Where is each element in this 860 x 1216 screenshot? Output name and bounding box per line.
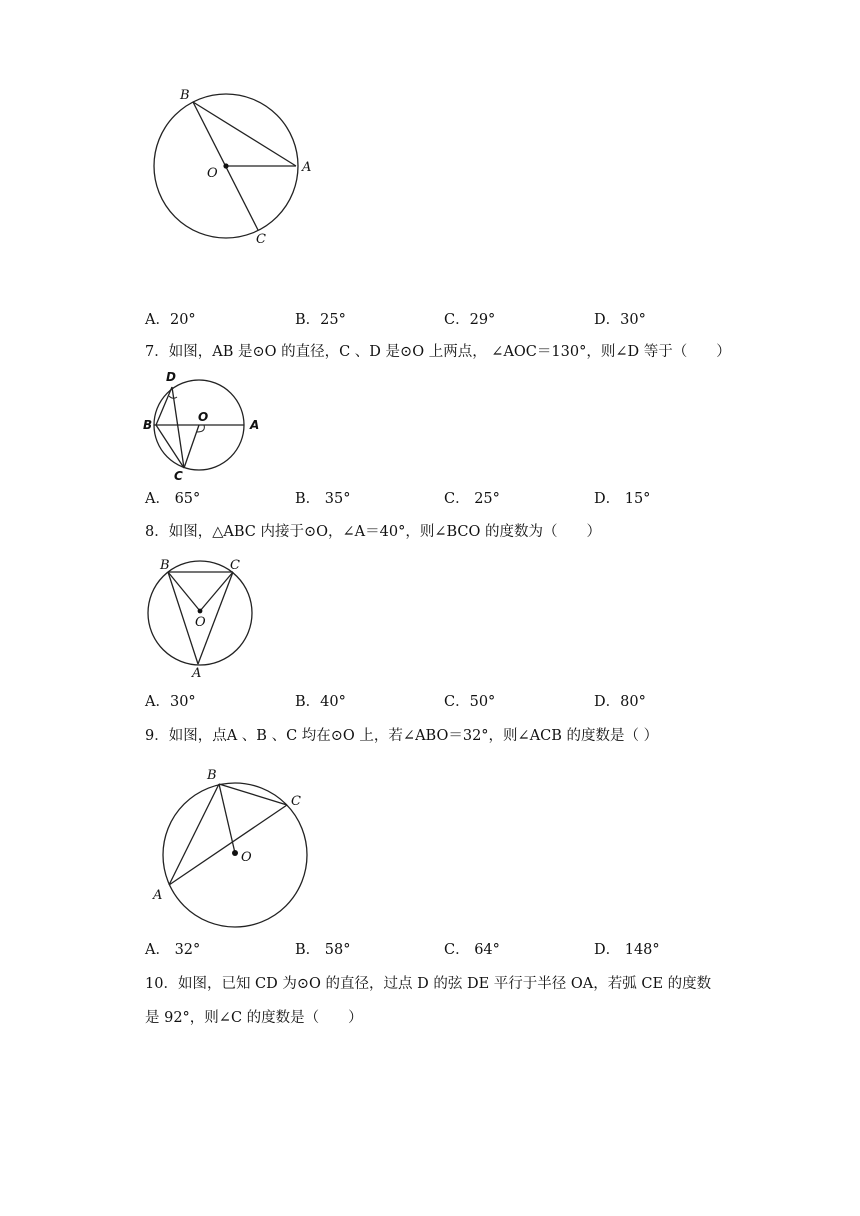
- q8-label-C: C: [230, 558, 240, 573]
- q7-line-DC: [172, 387, 184, 468]
- q9-figure: [148, 760, 318, 930]
- q7-figure: [140, 368, 270, 486]
- q7-option-b[interactable]: B． 35°: [295, 491, 351, 507]
- q8-option-c[interactable]: C．50°: [444, 694, 496, 710]
- q8-center-dot: [198, 609, 203, 614]
- q8-option-a[interactable]: A．30°: [145, 694, 196, 710]
- q8-line-CO: [200, 572, 233, 611]
- q8-option-b[interactable]: B．40°: [295, 694, 346, 710]
- q8-label-O: O: [195, 615, 206, 630]
- q6-label-A: A: [302, 160, 312, 175]
- q8-option-d[interactable]: D．80°: [594, 694, 646, 710]
- q9-option-d[interactable]: D． 148°: [594, 942, 660, 958]
- q7-option-d[interactable]: D． 15°: [594, 491, 651, 507]
- q8-label-A: A: [192, 666, 202, 681]
- q7-label-A: A: [250, 418, 260, 432]
- q9-center-dot: [232, 850, 238, 856]
- q9-label-A: A: [153, 888, 163, 903]
- q6-option-c[interactable]: C．29°: [444, 312, 496, 328]
- q6-option-d[interactable]: D．30°: [594, 312, 646, 328]
- q8-line-BA: [168, 572, 198, 664]
- q9-label-B: B: [207, 768, 217, 783]
- q7-line-OC: [184, 425, 199, 468]
- q6-center-dot: [223, 163, 228, 168]
- q6-option-a[interactable]: A．20°: [145, 312, 196, 328]
- q8-figure: [140, 553, 260, 681]
- q8-stem: 8．如图，△ABC 内接于⊙O，∠A＝40°，则∠BCO 的度数为（ ）: [145, 524, 601, 540]
- q6-option-b[interactable]: B．25°: [295, 312, 346, 328]
- q7-stem: 7．如图，AB 是⊙O 的直径，C 、D 是⊙O 上两点， ∠AOC＝130°，则∠D 等于（ ）: [145, 344, 731, 360]
- q9-line-AC: [169, 805, 287, 885]
- q6-label-O: O: [207, 166, 218, 181]
- q7-label-D: D: [166, 370, 176, 384]
- q9-line-BC: [219, 784, 287, 805]
- q8-label-B: B: [160, 558, 170, 573]
- q6-figure: [140, 80, 340, 250]
- q9-option-b[interactable]: B． 58°: [295, 942, 351, 958]
- q9-label-C: C: [291, 794, 301, 809]
- q9-label-O: O: [241, 850, 252, 865]
- q9-line-BO: [219, 784, 235, 853]
- q6-label-C: C: [256, 232, 266, 247]
- q10-stem-line2: 是 92°，则∠C 的度数是（ ）: [145, 1010, 363, 1026]
- q6-label-B: B: [180, 88, 190, 103]
- q7-option-a[interactable]: A． 65°: [145, 491, 201, 507]
- q8-line-BO: [168, 572, 200, 611]
- q9-option-a[interactable]: A． 32°: [145, 942, 201, 958]
- q9-option-c[interactable]: C． 64°: [444, 942, 500, 958]
- q6-line-BA: [193, 102, 296, 166]
- q7-label-B: B: [143, 418, 153, 432]
- q9-line-BA: [169, 784, 219, 885]
- q9-stem: 9．如图，点A 、B 、C 均在⊙O 上，若∠ABO＝32°，则∠ACB 的度数是（ ）: [145, 728, 659, 744]
- q10-stem-line1: 10．如图，已知 CD 为⊙O 的直径，过点 D 的弦 DE 平行于半径 OA，若弧 CE 的度数: [145, 976, 712, 992]
- q7-label-C: C: [174, 469, 183, 483]
- q7-option-c[interactable]: C． 25°: [444, 491, 500, 507]
- q7-label-O: O: [198, 410, 209, 424]
